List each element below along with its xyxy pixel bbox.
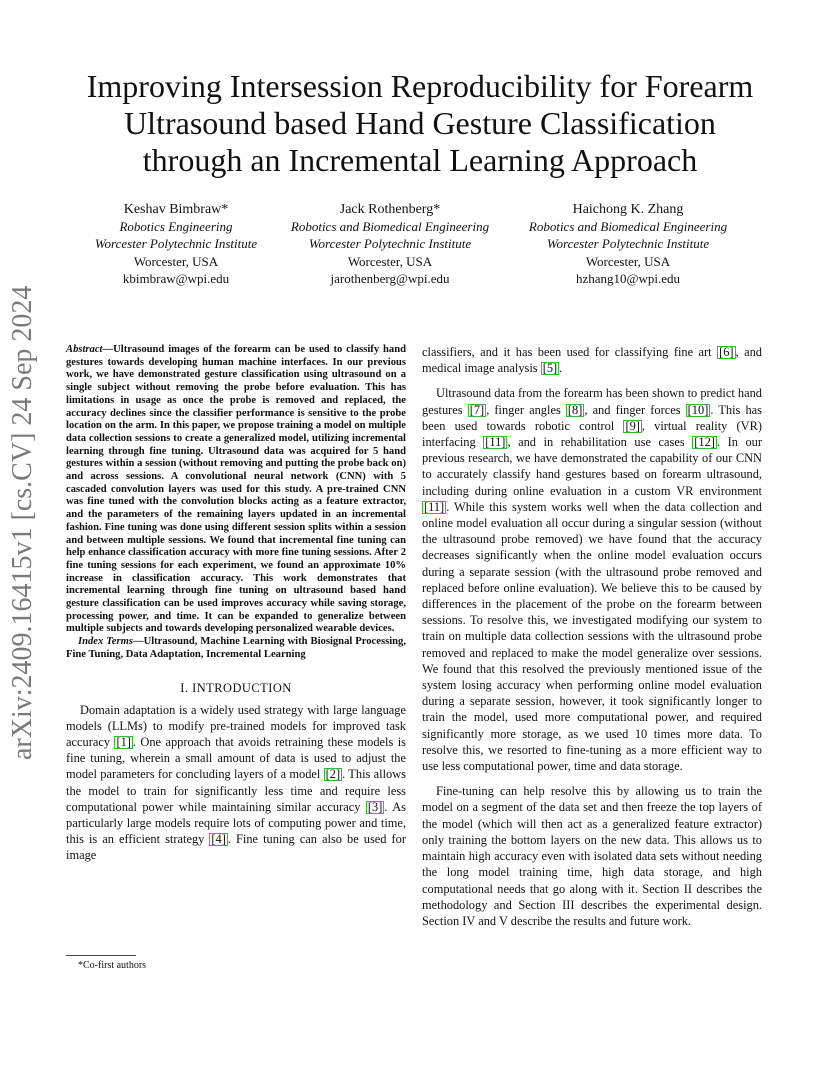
author-institution: Worcester Polytechnic Institute bbox=[308, 236, 472, 252]
footnote: *Co-first authors bbox=[78, 960, 147, 971]
citation-link[interactable]: [9] bbox=[625, 418, 640, 433]
intro-paragraph: Domain adaptation is a widely used strategy with large language models (LLMs) to modify pre-trained models for improved task accuracy [1] . One approach that avoids retraining these models is fine tuning, wherein a small amount of data is used to adjust the model parameters for concluding layers of a model [2] . This allows the model to train for significantly less time and require less computational power while maintaining similar accuracy [3] . As particularly large models require lots of computing power and time, this is an efficient strategy [4] . Fine tuning can also be used for image bbox=[66, 702, 407, 863]
author-institution: Worcester Polytechnic Institute bbox=[94, 236, 258, 252]
author-department: Robotics and Biomedical Engineering bbox=[528, 219, 728, 235]
author-location: Worcester, USA bbox=[347, 253, 433, 269]
index-terms bbox=[66, 636, 406, 661]
citation-link[interactable]: [7] bbox=[469, 402, 485, 417]
citation-link[interactable]: [10] bbox=[687, 402, 709, 417]
citation-link[interactable]: [4] bbox=[211, 832, 226, 847]
author-email: kbimbraw@wpi.edu bbox=[122, 270, 230, 286]
abstract-label: Abstract bbox=[66, 344, 103, 355]
intro-paragraph: Ultrasound data from the forearm has been shown to predict hand gestures [7] , finger angles [8] , and finger forces [10] . This has been used towards robotic control [9] , virtual reality (VR) interfacing [11] , and in rehabilitation use cases [12] . In our previous research, we have demonstrated the capability of our CNN to accurately classify hand gestures based on forearm ultrasound, including during online evaluation in a custom VR environment [11] . While this system works well when the data collection and online model evaluation all occur during a singular session (without the ultrasound probe removed) we have found that the accuracy decreases significantly when the online model evaluation occurs during a separate session (with the ultrasound probe removed and replaced before online evaluation). We believe this to be caused by differences in the placement of the probe on the forearm between sessions. To resolve this, we investigated modifying our system to train on multiple data collection sessions with the ultrasound probe removed and replaced to make the model generalize over sessions. We found that this resolved the previously mentioned issue of the system losing accuracy when performing online model evaluation during a separate session, however, it took significantly longer to train the model, used more computational power, and required significantly more storage, as we used 10 times more data. To resolve this, we resorted to fine-tuning as a more efficient way to use less computational power, time and data storage. bbox=[422, 386, 762, 774]
citation-link[interactable]: [8] bbox=[567, 402, 583, 417]
citation-link[interactable]: [3] bbox=[367, 799, 383, 814]
citation-link[interactable]: [11] bbox=[424, 499, 445, 514]
author-name: Jack Rothenberg* bbox=[339, 202, 441, 217]
author-institution: Worcester Polytechnic Institute bbox=[546, 236, 710, 252]
section-heading-introduction: I. INTRODUCTION bbox=[180, 680, 292, 695]
citation-link[interactable]: [1] bbox=[116, 734, 131, 749]
citation-link[interactable]: [2] bbox=[325, 767, 341, 782]
abstract-text: —Ultrasound images of the forearm can be used to classify hand gestures towards developing human machine interfaces. In our previous work, we have demonstrated gesture classification using ultrasound on a single subject without removing the probe before evaluation. This has limitations in usage as once the probe is removed and replaced, the accuracy declines since the classifier performance is sensitive to the probe location on the arm. In this paper, we propose training a model on multiple data collection sessions to create a generalized model, utilizing incremental learning through fine tuning. Ultrasound data was acquired for 5 hand gestures within a session (without removing and putting the probe back on) and across sessions. A convolutional neural network (CNN) with 5 cascaded convolution layers was used for this study. A pre-trained CNN was fine tuned with the convolution blocks acting as a feature extractor, and the parameters of the remaining layers updated in an incremental fashion. Fine tuning was done using different session splits within a session and between multiple sessions. We found that incremental fine tuning can help enhance classification accuracy with more fine tuning sessions. After 2 fine tuning sessions for each experiment, we found an approximate 10% increase in classification accuracy. This work demonstrates that incremental learning through fine tuning on ultrasound based hand gesture classification can be used improves accuracy while saving storage, processing power, and time. It can be expanded to generalize between multiple subjects and towards developing personalized wearable devices. bbox=[66, 344, 406, 635]
title-line: through an Incremental Learning Approach bbox=[142, 142, 698, 178]
intro-paragraph-continued: classifiers, and it has been used for classifying fine art [6] , and medical image analysis [5] . bbox=[422, 345, 762, 376]
author-location: Worcester, USA bbox=[133, 253, 219, 269]
citation-link[interactable]: [12] bbox=[694, 435, 715, 450]
author-name: Haichong K. Zhang bbox=[572, 202, 684, 217]
citation-link[interactable]: [6] bbox=[719, 345, 734, 359]
left-column bbox=[66, 344, 406, 864]
author-department: Robotics and Biomedical Engineering bbox=[290, 219, 490, 235]
author-email: jarothenberg@wpi.edu bbox=[330, 270, 450, 286]
arxiv-identifier: arXiv:2409.16415v1 [cs.CV] 24 Sep 2024 bbox=[7, 285, 38, 760]
author-block bbox=[503, 201, 753, 287]
index-terms-label: Index Terms bbox=[78, 636, 133, 648]
citation-link[interactable]: [5] bbox=[542, 361, 558, 376]
intro-paragraph: Fine-tuning can help resolve this by allowing us to train the model on a segment of the data set and then freeze the top layers of the model (which will then act as a generalized feature extractor) only training the bottom layers on the new data. This allows us to maintain high accuracy even with isolated data sets without needing the long model training time, high data storage, and high computational needs that go along with it. Section II describes the methodology and Section III describes the experimental design. Section IV and V describe the results and future work. bbox=[422, 784, 762, 928]
index-terms-text: —Ultrasound, Machine Learning with Biosignal Processing, Fine Tuning, Data Adaptation, Incremental Learning bbox=[66, 636, 406, 660]
footnote-divider bbox=[66, 955, 136, 956]
author-block bbox=[51, 201, 301, 287]
author-location: Worcester, USA bbox=[585, 253, 671, 269]
paper-title bbox=[40, 68, 800, 179]
title-line: Ultrasound based Hand Gesture Classification bbox=[124, 105, 716, 141]
author-block bbox=[265, 201, 515, 287]
author-email: hzhang10@wpi.edu bbox=[575, 270, 681, 286]
abstract bbox=[66, 344, 406, 636]
citation-link[interactable]: [11] bbox=[485, 435, 506, 450]
title-line: Improving Intersession Reproducibility for Forearm bbox=[86, 68, 754, 104]
author-department: Robotics Engineering bbox=[119, 219, 233, 235]
right-column bbox=[422, 344, 762, 929]
author-name: Keshav Bimbraw* bbox=[123, 202, 229, 217]
